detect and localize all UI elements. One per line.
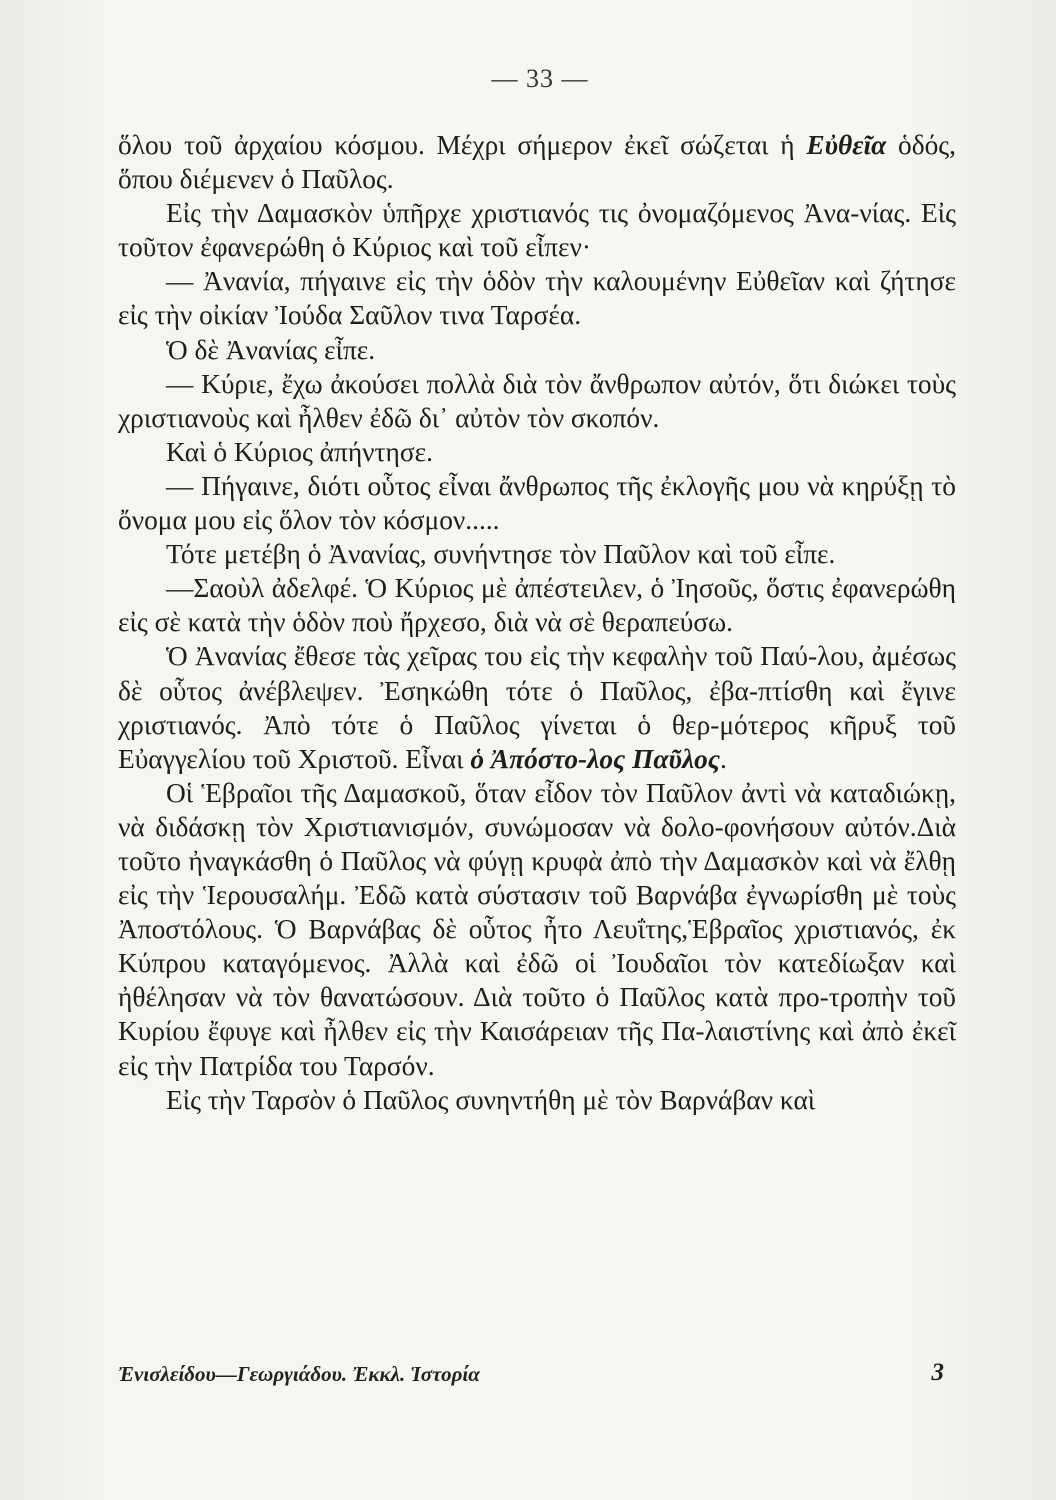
paragraph xyxy=(118,537,956,571)
text-run: Ὁ δὲ Ἀνανίας εἶπε. xyxy=(166,334,376,365)
emphasis-text: Εὐθεῖα xyxy=(806,130,887,160)
text-run: — Κύριε, ἔχω ἀκούσει πολλὰ διὰ τὸν ἄνθρωπον αὐτόν, ὅτι διώκει τοὺς χριστιανοὺς καὶ ἦλθεν ἐδῶ δι᾿ αὐτὸν τὸν σκοπόν. xyxy=(118,368,956,433)
text-run: — Ἀνανία, πήγαινε εἰς τὴν ὁδὸν τὴν καλουμένην Εὐθεῖαν καὶ ζήτησε εἰς τὴν οἰκίαν Ἰούδα Σαῦλον τινα Ταρσέα. xyxy=(118,266,956,331)
text-run: Εἰς τὴν Ταρσὸν ὁ Παῦλος συνηντήθη μὲ τὸν Βαρνάβαν καὶ xyxy=(166,1084,816,1115)
paragraph xyxy=(118,333,956,367)
text-run: Τότε μετέβη ὁ Ἀνανίας, συνήντησε τὸν Παῦλον καὶ τοῦ εἶπε. xyxy=(166,539,836,570)
text-run: Εἰς τὴν Δαμασκὸν ὑπῆρχε χριστιανός τις ὀνομαζόμενος Ἀνα-νίας. Εἰς τοῦτον ἐφανερώθη ὁ Κύριος καὶ τοῦ εἶπεν· xyxy=(118,198,956,263)
text-run: Καὶ ὁ Κύριος ἀπήντησε. xyxy=(166,436,433,467)
text-run: Ὁ Ἀνανίας ἔθεσε τὰς χεῖρας του εἰς τὴν κεφαλὴν τοῦ Παύ-λου, ἀμέσως δὲ οὗτος ἀνέβλεψεν. Ἐσηκώθη τότε ὁ Παῦλος, ἐβα-πτίσθη καὶ ἔγινε χριστιανός. Ἀπὸ τότε ὁ Παῦλος γίνεται ὁ θερ-μότερος κῆρυξ τοῦ Εὐαγγελίου τοῦ Χριστοῦ. Εἶναι xyxy=(118,641,956,774)
text-run: Οἱ Ἑβραῖοι τῆς Δαμασκοῦ, ὅταν εἶδον τὸν Παῦλον ἀντὶ νὰ καταδιώκῃ, νὰ διδάσκῃ τὸν Χριστιανισμόν, συνώμοσαν νὰ δολο-φονήσουν αὐτόν.Διὰ τοῦτο ἠναγκάσθη ὁ Παῦλος νὰ φύγῃ κρυφὰ ἀπὸ τὴν Δαμασκὸν καὶ νὰ ἔλθῃ εἰς τὴν Ἱερουσαλήμ. Ἐδῶ κατὰ σύστασιν τοῦ Βαρνάβα ἐγνωρίσθη μὲ τοὺς Ἀποστόλους. Ὁ Βαρνάβας δὲ οὗτος ἦτο Λευΐτης,Ἑβραῖος χριστιανός, ἐκ Κύπρου καταγόμενος. Ἀλλὰ καὶ ἐδῶ οἱ Ἰουδαῖοι τὸν κατεδίωξαν καὶ ἠθέλησαν νὰ τὸν θανατώσουν. Διὰ τοῦτο ὁ Παῦλος κατὰ προ-τροπὴν τοῦ Κυρίου ἔφυγε καὶ ἦλθεν εἰς τὴν Καισάρειαν τῆς Πα-λαιστίνης καὶ ἀπὸ ἐκεῖ εἰς τὴν Πατρίδα του Ταρσόν. xyxy=(118,777,956,1081)
paragraph xyxy=(118,196,956,264)
paragraph xyxy=(118,639,956,775)
paragraph xyxy=(118,435,956,469)
text-run: ὅλου τοῦ ἀρχαίου κόσμου. Μέχρι σήμερον ἐκεῖ σώζεται ἡ xyxy=(118,130,807,160)
text-run: . xyxy=(720,743,727,774)
paragraph xyxy=(118,128,956,196)
text-run: ὁδός, ὅπου διέμενεν ὁ Παῦλος. xyxy=(118,130,956,195)
text-run: —Σαοὺλ ἀδελφέ. Ὁ Κύριος μὲ ἀπέστειλεν, ὁ Ἰησοῦς, ὅστις ἐφανερώθη εἰς σὲ κατὰ τὴν ὁδὸν ποὺ ἤρχεσο, διὰ νὰ σὲ θεραπεύσω. xyxy=(118,573,956,638)
signature-footer xyxy=(118,1359,944,1396)
page-number: — 33 — xyxy=(491,64,589,93)
paragraph xyxy=(118,1083,956,1117)
paragraph xyxy=(118,264,956,332)
paragraph xyxy=(118,367,956,435)
text-run: — Πήγαινε, διότι οὗτος εἶναι ἄνθρωπος τῆς ἐκλογῆς μου νὰ κηρύξῃ τὸ ὄνομα μου εἰς ὅλον τὸν κόσμον..... xyxy=(118,470,956,536)
body-text xyxy=(118,128,956,1117)
paragraph xyxy=(118,469,956,537)
emphasis-text: ὁ Ἀπόστο-λος Παῦλος xyxy=(470,743,721,774)
paragraph xyxy=(118,776,956,1083)
paragraph xyxy=(118,571,956,639)
footer-title: Ἐνισλείδου—Γεωργιάδου. Ἐκκλ. Ἱστορία xyxy=(118,1362,480,1386)
signature-number: 3 xyxy=(931,1359,944,1386)
